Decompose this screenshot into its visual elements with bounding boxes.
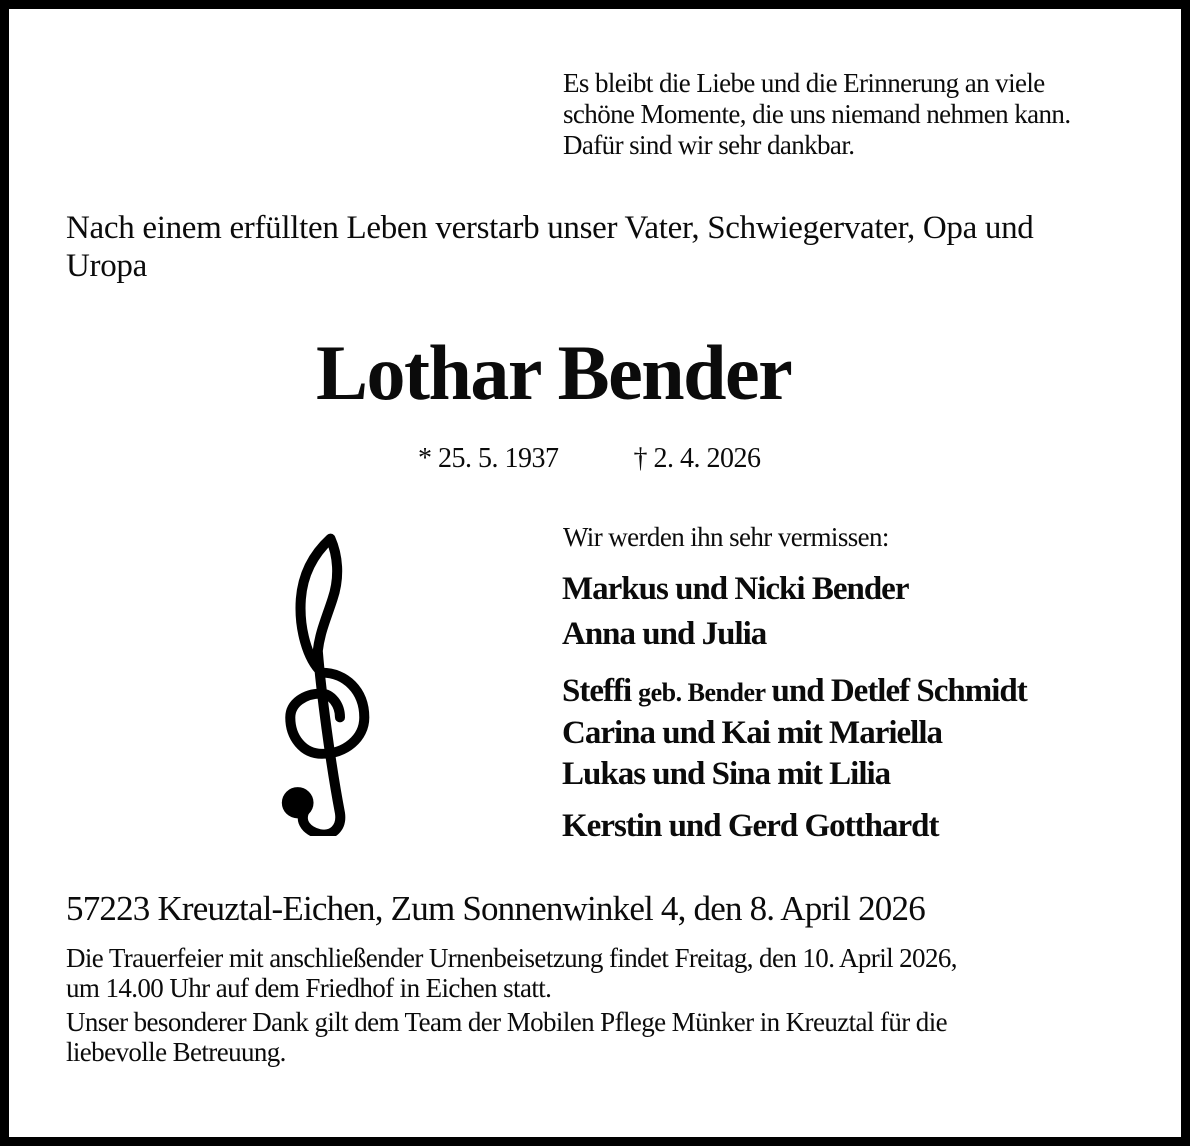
funeral-line: um 14.00 Uhr auf dem Friedhof in Eichen statt. bbox=[66, 973, 552, 1003]
birth-date: * 25. 5. 1937 bbox=[418, 443, 559, 474]
missing-line: Wir werden ihn sehr vermissen: bbox=[563, 522, 889, 552]
address-date-line: 57223 Kreuztal-Eichen, Zum Sonnenwinkel 4, den 8. April 2026 bbox=[66, 889, 925, 928]
intro-line: Uropa bbox=[66, 248, 147, 284]
intro-line: Nach einem erfüllten Leben verstarb unser Vater, Schwiegervater, Opa und bbox=[66, 210, 1034, 246]
intro-text bbox=[66, 209, 1034, 285]
life-dates bbox=[418, 443, 761, 474]
deceased-name: Lothar Bender bbox=[316, 329, 792, 416]
mourner-line: Carina und Kai mit Mariella bbox=[562, 715, 942, 751]
mourners-group-3 bbox=[562, 806, 938, 847]
epigraph-line: schöne Momente, die uns niemand nehmen kann. bbox=[563, 99, 1071, 129]
mourner-line: Lukas und Sina mit Lilia bbox=[562, 756, 891, 792]
steffi-rest: und Detlef Schmidt bbox=[771, 673, 1027, 709]
mourners-group-1 bbox=[562, 567, 908, 657]
funeral-line: Die Trauerfeier mit anschließender Urnenbeisetzung findet Freitag, den 10. April 2026, bbox=[66, 943, 957, 973]
funeral-info bbox=[66, 943, 957, 1003]
mourner-line: Anna und Julia bbox=[562, 616, 767, 652]
epigraph-line: Dafür sind wir sehr dankbar. bbox=[563, 130, 855, 160]
death-date: † 2. 4. 2026 bbox=[633, 443, 761, 474]
steffi-nee: geb. Bender bbox=[638, 678, 766, 707]
steffi-name: Steffi bbox=[562, 673, 632, 709]
epigraph bbox=[563, 68, 1070, 161]
treble-clef-icon bbox=[248, 524, 396, 836]
thanks-line: Unser besonderer Dank gilt dem Team der Mobilen Pflege Münker in Kreuztal für die bbox=[66, 1007, 947, 1037]
thanks-line: liebevolle Betreuung. bbox=[66, 1037, 286, 1067]
mourner-line: Kerstin und Gerd Gotthardt bbox=[562, 808, 939, 844]
mourner-line-steffi bbox=[562, 671, 1027, 713]
thanks-text bbox=[66, 1007, 947, 1067]
mourner-line: Markus und Nicki Bender bbox=[562, 571, 909, 607]
epigraph-line: Es bleibt die Liebe und die Erinnerung an viele bbox=[563, 68, 1045, 98]
mourners-group-2 bbox=[562, 671, 1027, 795]
